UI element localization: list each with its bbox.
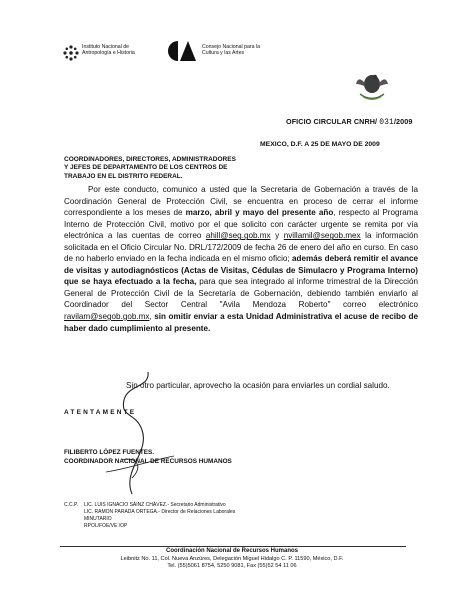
signature-image bbox=[92, 360, 182, 500]
ccp-label: C.C.P. bbox=[64, 502, 79, 508]
closing-line: Sin otro particular, aprovecho la ocasión para enviarles un cordial saludo. bbox=[126, 381, 390, 390]
coat-of-arms-icon bbox=[354, 70, 390, 104]
recipients bbox=[64, 156, 314, 181]
atentamente: ATENTAMENTE bbox=[64, 409, 137, 416]
oficio-label: OFICIO CIRCULAR CNRH/ bbox=[286, 117, 378, 126]
letter-body bbox=[64, 184, 418, 334]
document-date: MEXICO, D.F. A 25 DE MAYO DE 2009 bbox=[260, 141, 380, 148]
email-link[interactable]: ahill@seg.gob.mx bbox=[205, 231, 271, 241]
oficio-number bbox=[286, 117, 412, 127]
email-link[interactable]: nvillamil@segob.mex bbox=[283, 231, 361, 241]
footer-address: Leibnitz No. 11, Col. Nueva Anzúres, Delegación Miguel Hidalgo C. P. 11590, México, D.F. bbox=[120, 555, 344, 562]
oficio-handwritten-number: 031 bbox=[379, 118, 394, 127]
footer bbox=[0, 548, 464, 571]
ccp-line: MINUTARIO bbox=[84, 516, 112, 522]
body-paragraph: Por este conducto, comunico a usted que la Secretaria de Gobernación a través de la Coordinación General de Protección Civil, se encuentra en proceso de cerrar el informe correspondiente a los meses de marzo, abril y mayo del presente año, respecto al Programa Interno de Protección Civil, motivo por el que solicito con carácter urgente se remita por vía electrónica a las cuentas de correo ahill@seg.gob.mx y nvillamil@segob.mex la información solicitada en el Oficio Circular No. DRL/172/2009 de fecha 26 de enero del año en curso. En caso de no haberlo enviado en la fecha indicada en el mismo oficio; además deberá remitir el avance de visitas y autodiagnósticos (Actas de Visitas, Cédulas de Simulacro y Programa Interno) que se haya efectuado a la fecha, para que sea integrado al informe trimestral de la Dirección General de Protección Civil de la Secretaría de Gobernación, debiendo también enviarlo al Coordinador del Sector Central "Avila Mendoza Roberto" correo electrónico ravilam@segob.gob.mx, sin omitir enviar a esta Unidad Administrativa el acuse de recibo de haber dado cumplimiento al presente. bbox=[64, 185, 419, 333]
oficio-year: /2009 bbox=[393, 117, 413, 126]
inah-name: Instituto Nacional de Antropología e Historia bbox=[82, 44, 135, 57]
footer-title: Coordinación Nacional de Recursos Humanos bbox=[165, 548, 299, 554]
recipient-line: Y JEFES DE DEPARTAMENTO DE LOS CENTROS DE bbox=[64, 164, 228, 172]
ccp-line: RPOL/FOE/VE /OP bbox=[84, 523, 128, 529]
footer-phones: Tel. (55)5061 8754, 5250 9081, Fax (55)52 54 11 06 bbox=[167, 563, 297, 570]
signer-name: FILIBERTO LÓPEZ FUENTES. bbox=[64, 449, 155, 456]
email-link[interactable]: ravilam@segob.gob.mx bbox=[64, 312, 150, 322]
ccp-line: LIC. LUIS IGNACIO SÁINZ CHÁVEZ.- Secretario Administrativo bbox=[84, 502, 226, 508]
recipient-line: TRABAJO EN EL DISTRITO FEDERAL. bbox=[64, 172, 183, 180]
signer-title: COORDINADOR NACIONAL DE RECURSOS HUMANOS bbox=[64, 458, 232, 465]
footer-divider bbox=[60, 546, 406, 547]
ccp-block bbox=[64, 502, 236, 529]
cnca-name: Consejo Nacional para la Cultura y las Artes bbox=[202, 44, 260, 57]
signer-block bbox=[64, 448, 232, 466]
ccp-line: LIC. RAMON PARADA ORTEGA.- Director de Relaciones Laborales bbox=[84, 509, 236, 515]
inah-logo bbox=[62, 44, 80, 62]
recipient-line: COORDINADORES, DIRECTORES, ADMINISTRADORES bbox=[64, 156, 236, 163]
cnca-logo bbox=[166, 40, 198, 62]
